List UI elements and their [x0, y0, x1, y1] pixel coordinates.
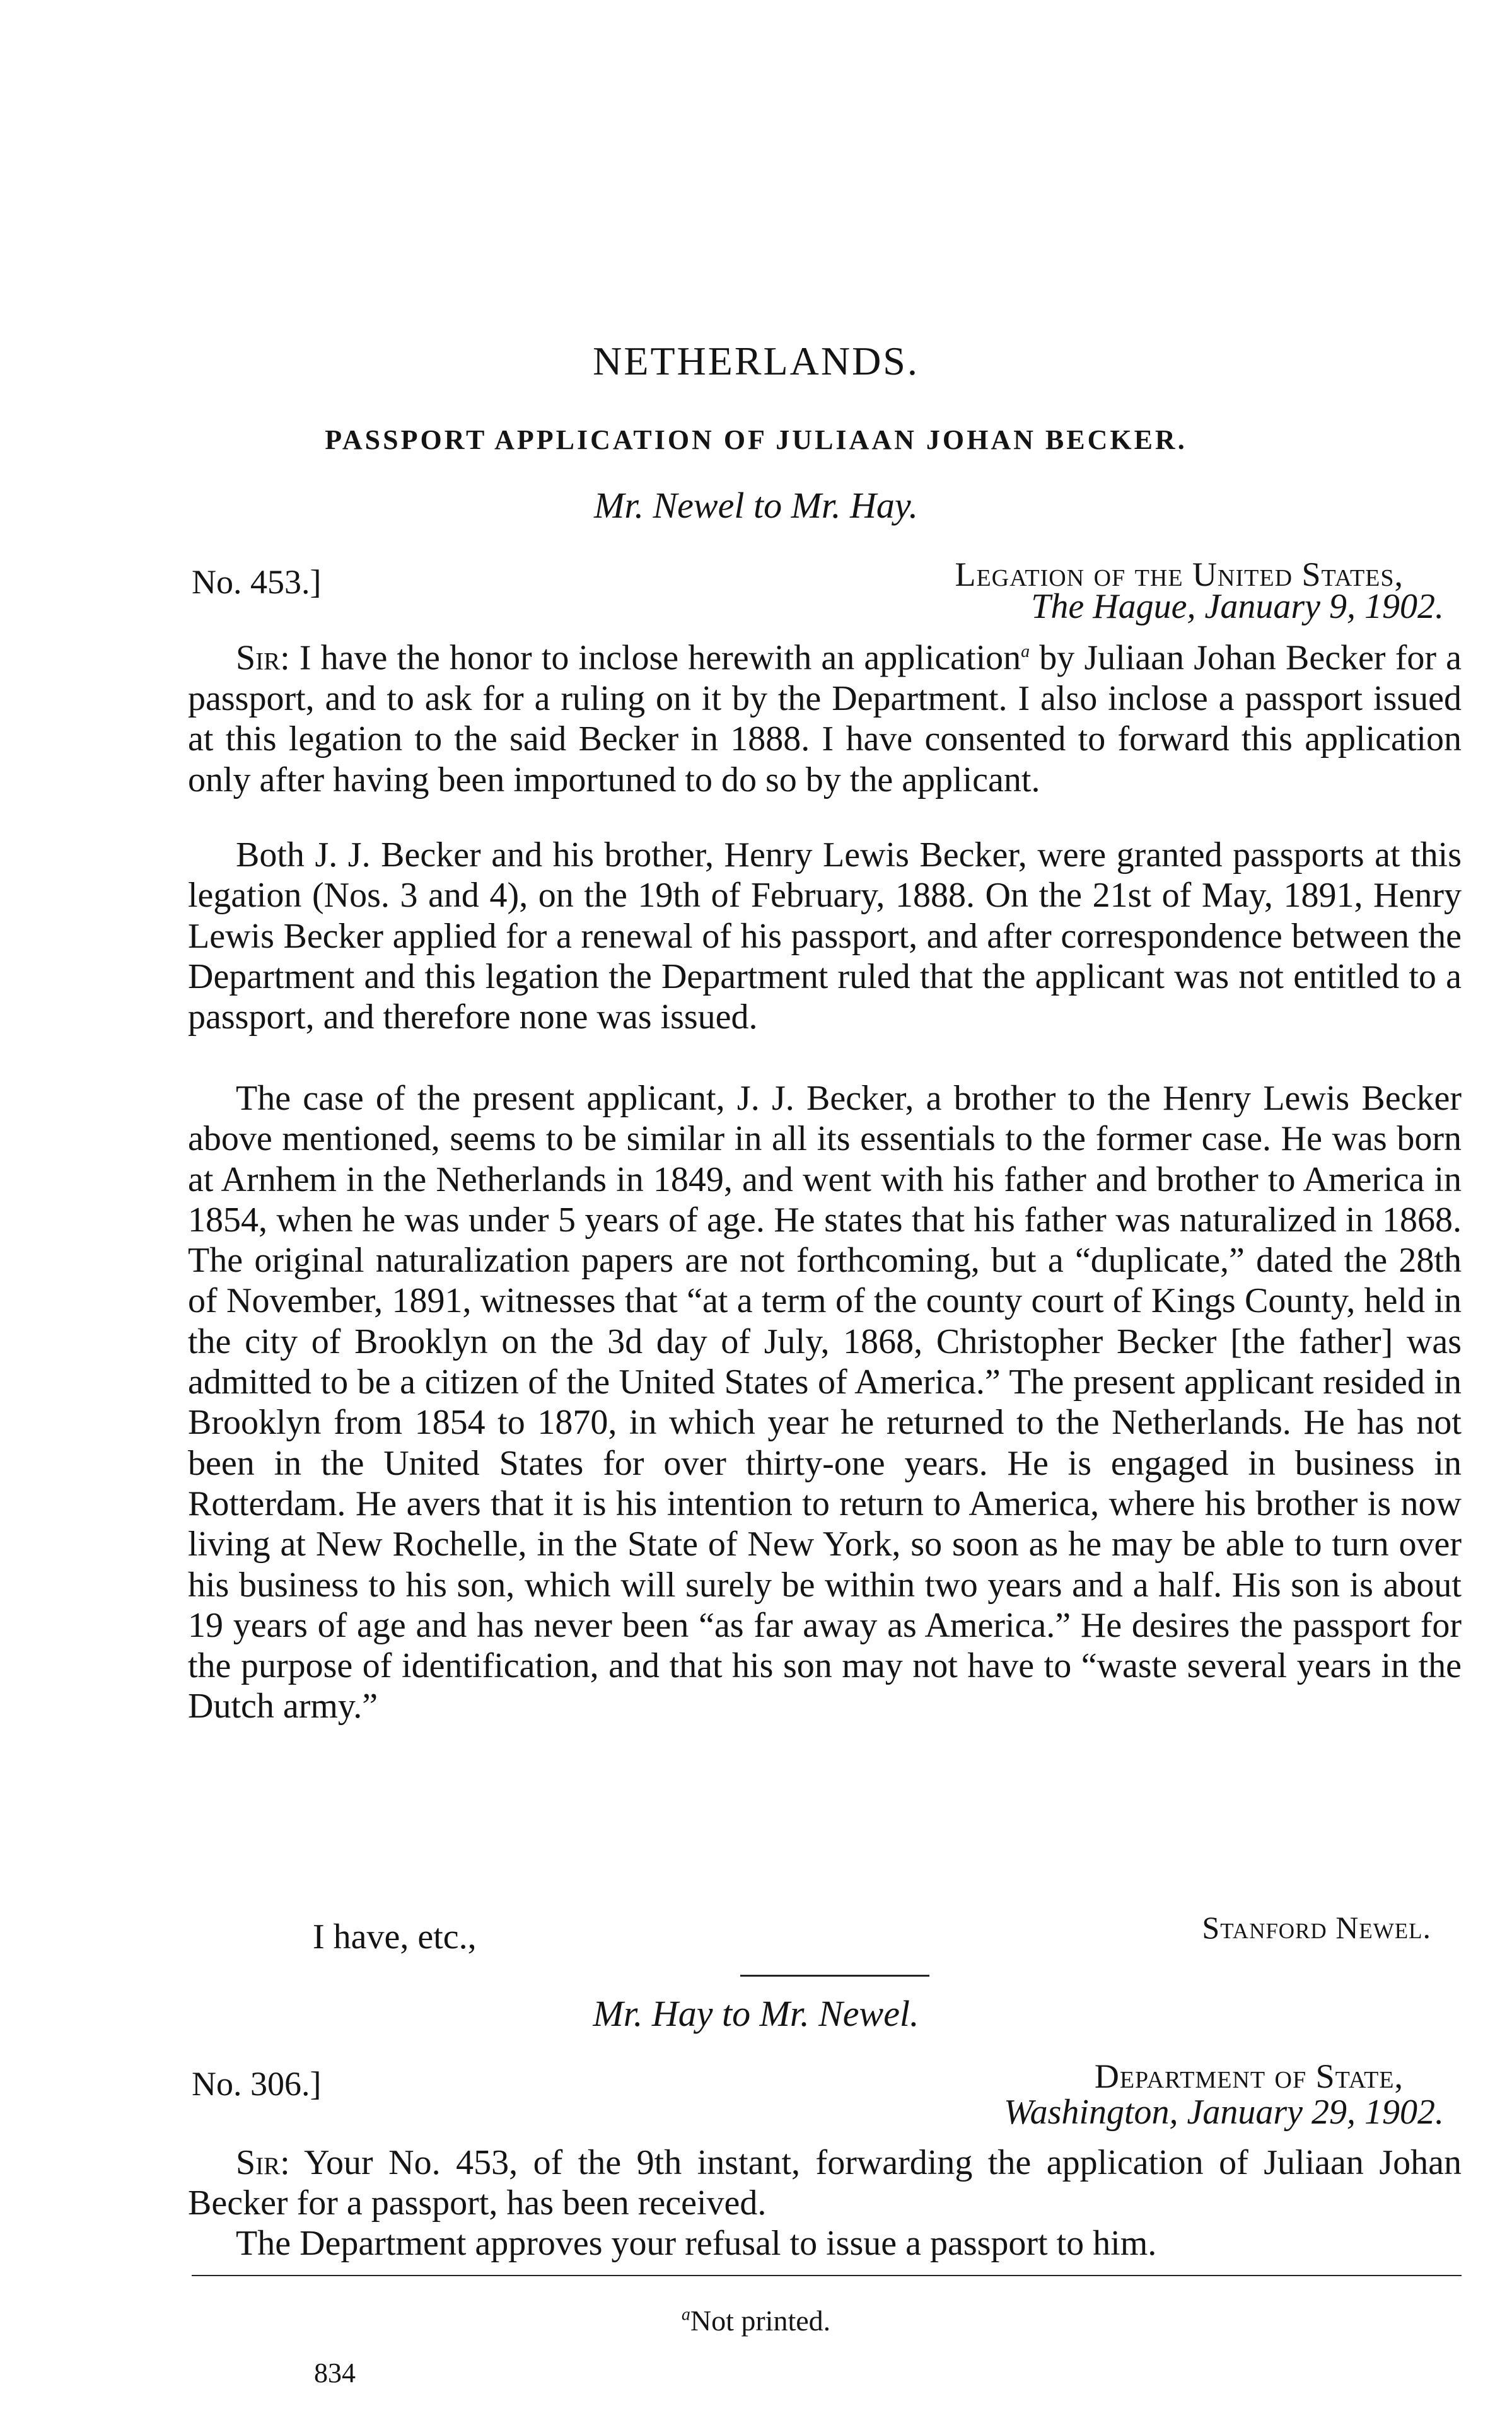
- letter2-paragraph-2: [188, 2223, 1462, 2264]
- letter1-paragraph-2: [188, 835, 1462, 1037]
- letter2-place-date: Washington, January 29, 1902.: [1004, 2093, 1444, 2132]
- letter2-p1-text: Your No. 453, of the 9th instant, forwarding the application of Juliaan Johan Becker for a passport, has been received.: [188, 2143, 1462, 2223]
- letter1-p1-after-note: by Juliaan Johan Becker for a passport, and to ask for a ruling on it by the Department. I also inclose a passport issued at this legation to the said Becker in 1888. I have consented to forward this application only after having been importuned to do so by the applicant.: [188, 638, 1462, 799]
- letter1-closing: I have, etc.,: [313, 1917, 477, 1956]
- footnote-reference-mark: a: [1021, 642, 1030, 661]
- letter2-p2-text: The Department approves your refusal to issue a passport to him.: [236, 2224, 1157, 2263]
- footnote-mark: a: [681, 2305, 690, 2325]
- letter2-salutation: Sir:: [236, 2143, 290, 2182]
- subject-heading: PASSPORT APPLICATION OF JULIAAN JOHAN BECKER.: [325, 424, 1187, 455]
- footnote-rule: [192, 2275, 1462, 2276]
- letter2-heading: Mr. Hay to Mr. Newel.: [593, 1993, 919, 2034]
- letter1-p1-before-note: I have the honor to inclose herewith an application: [299, 638, 1021, 678]
- letter1-paragraph-3: [188, 1078, 1462, 1727]
- letter-separator-rule: [740, 1975, 929, 1977]
- letter1-sender: Legation of the United States,: [955, 555, 1404, 593]
- letter1-place-date: The Hague, January 9, 1902.: [1031, 587, 1444, 626]
- letter2-paragraph-1: [188, 2142, 1462, 2224]
- page-number: 834: [314, 2357, 356, 2388]
- letter1-paragraph-1: [188, 632, 1462, 800]
- footnote-text: Not printed.: [690, 2305, 831, 2337]
- letter1-number: No. 453.]: [192, 563, 322, 601]
- country-heading: NETHERLANDS.: [593, 339, 919, 383]
- footnote: [0, 2304, 1512, 2337]
- letter2-sender: Department of State,: [1094, 2057, 1404, 2095]
- letter1-heading: Mr. Newel to Mr. Hay.: [594, 485, 918, 526]
- letter1-salutation: Sir:: [236, 638, 290, 678]
- letter1-p3-text: The case of the present applicant, J. J. Becker, a brother to the Henry Lewis Becker above mentioned, seems to be similar in all its essentials to the former case. He was born at Arnhem in the Netherlands in 1849, and went with his father and brother to America in 1854, when he was under 5 years of age. He states that his father was naturalized in 1868. The original naturalization papers are not forthcoming, but a “duplicate,” dated the 28th of November, 1891, witnesses that “at a term of the county court of Kings County, held in the city of Brooklyn on the 3d day of July, 1868, Christopher Becker [the father] was admitted to be a citizen of the United States of America.” The present applicant resided in Brooklyn from 1854 to 1870, in which year he returned to the Netherlands. He has not been in the United States for over thirty-one years. He is engaged in business in Rotterdam. He avers that it is his intention to return to America, where his brother is now living at New Rochelle, in the State of New York, so soon as he may be able to turn over his business to his son, which will surely be within two years and a half. His son is about 19 years of age and has never been “as far away as America.” He desires the passport for the purpose of identification, and that his son may not have to “waste several years in the Dutch army.”: [188, 1079, 1462, 1726]
- letter1-p2-text: Both J. J. Becker and his brother, Henry Lewis Becker, were granted passports at this legation (Nos. 3 and 4), on the 19th of February, 1888. On the 21st of May, 1891, Henry Lewis Becker applied for a renewal of his passport, and after correspondence between the Department and this legation the Department ruled that the applicant was not entitled to a passport, and therefore none was issued.: [188, 835, 1462, 1037]
- letter2-number: No. 306.]: [192, 2065, 322, 2103]
- letter1-signature: Stanford Newel.: [1202, 1910, 1431, 1945]
